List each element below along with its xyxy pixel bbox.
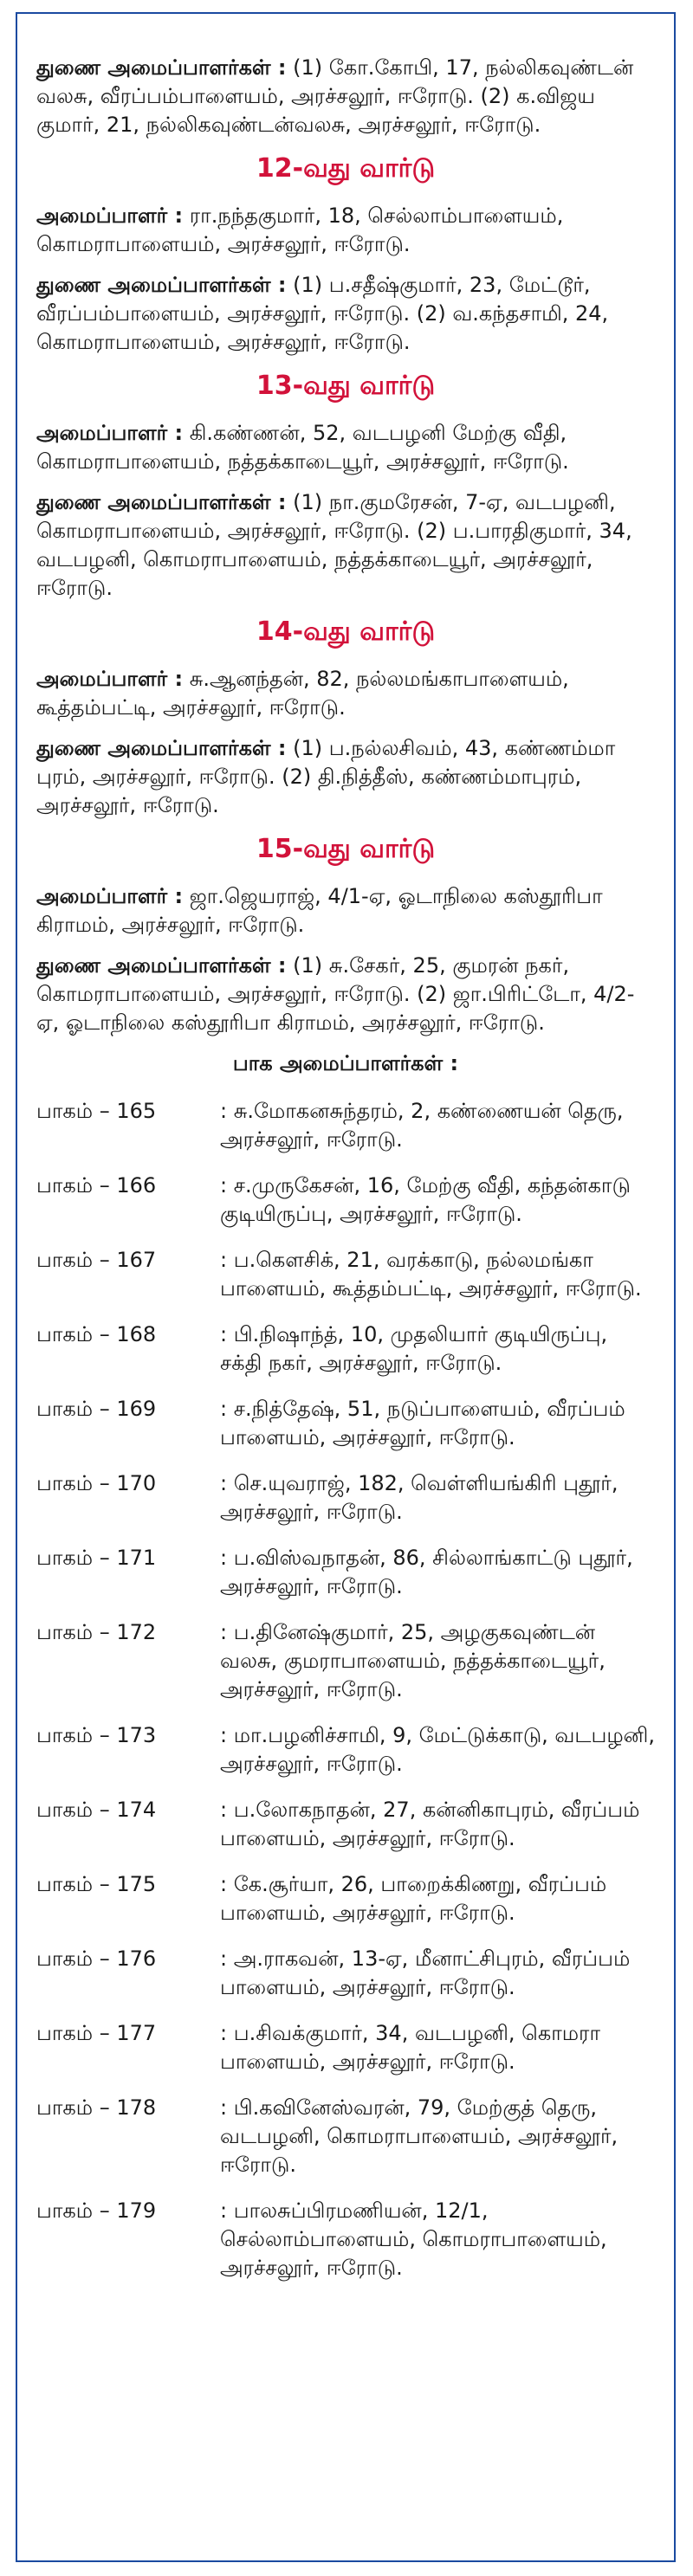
deputy-label: துணை அமைப்பாளர்கள் : <box>36 953 287 978</box>
organizer-paragraph <box>36 882 655 939</box>
deputy-text: (1) ப.நல்லசிவம், 43, கண்ணம்மா புரம், அரச்சலூர், ஈரோடு. (2) தி.நித்தீஸ், கண்ணம்மாபுரம், அரச்சலூர், ஈரோடு. <box>36 736 616 817</box>
organizer-label: அமைப்பாளர் : <box>36 421 184 445</box>
booth-details: : கே.சூர்யா, 26, பாறைக்கிணறு, வீரப்பம் பாளையம், அரச்சலூர், ஈரோடு. <box>220 1872 607 1925</box>
booth-row <box>36 2197 655 2282</box>
organizer-paragraph <box>36 202 655 259</box>
booth-number: பாகம் – 179 <box>36 2198 157 2223</box>
booth-row <box>36 1097 655 1154</box>
booth-details: : பாலசுப்பிரமணியன், 12/1, செல்லாம்பாளையம், கொமராபாளையம், அரச்சலூர், ஈரோடு. <box>220 2198 607 2280</box>
booth-details: : ப.தினேஷ்குமார், 25, அழகுகவுண்டன் வலசு, குமராபாளையம், நத்தக்காடையூர், அரச்சலூர், ஈரோடு. <box>220 1620 606 1701</box>
booth-number: பாகம் – 175 <box>36 1872 157 1896</box>
booth-row <box>36 1618 655 1704</box>
booth-number: பாகம் – 178 <box>36 2095 157 2120</box>
deputy-text: (1) ப.சதீஷ்குமார், 23, மேட்டூர், வீரப்பம்பாளையம், அரச்சலூர், ஈரோடு. (2) வ.கந்தசாமி, 24, கொமராபாளையம், அரச்சலூர், ஈரோடு. <box>36 273 609 354</box>
booth-row <box>36 1796 655 1853</box>
deputy-paragraph <box>36 952 655 1037</box>
booth-details: : பி.கவினேஸ்வரன், 79, மேற்குத் தெரு, வடபழனி, கொமராபாளையம், அரச்சலூர், ஈரோடு. <box>220 2095 619 2177</box>
ward-section-13 <box>36 369 655 603</box>
organizer-paragraph <box>36 419 655 476</box>
deputy-paragraph <box>36 734 655 820</box>
booth-details: : ப.லோகநாதன், 27, கன்னிகாபுரம், வீரப்பம் பாளையம், அரச்சலூர், ஈரோடு. <box>220 1798 640 1850</box>
booth-row <box>36 1395 655 1452</box>
organizer-paragraph <box>36 665 655 722</box>
organizer-text: சு.ஆனந்தன், 82, நல்லமங்காபாளையம், கூத்தம்பட்டி, அரச்சலூர், ஈரோடு. <box>36 667 569 720</box>
booth-row <box>36 1172 655 1229</box>
booth-details: : பி.நிஷாந்த், 10, முதலியார் குடியிருப்பு, சக்தி நகர், அரச்சலூர், ஈரோடு. <box>220 1322 608 1375</box>
booth-details: : ப.கௌசிக், 21, வரக்காடு, நல்லமங்கா பாளையம், கூத்தம்பட்டி, அரச்சலூர், ஈரோடு. <box>220 1248 642 1301</box>
intro-text: (1) கோ.கோபி, 17, நல்லிகவுண்டன் வலசு, வீரப்பம்பாளையம், அரச்சலூர், ஈரோடு. (2) க.விஜய குமார், 21, நல்லிகவுண்டன்வலசு, அரச்சலூர், ஈரோடு. <box>36 55 634 137</box>
deputy-paragraph <box>36 488 655 603</box>
booth-row <box>36 1320 655 1378</box>
booth-details: : ப.விஸ்வநாதன், 86, சில்லாங்காட்டு புதூர், அரச்சலூர், ஈரோடு. <box>220 1546 633 1598</box>
booth-number: பாகம் – 176 <box>36 1947 157 1971</box>
booth-number: பாகம் – 169 <box>36 1397 157 1421</box>
deputy-paragraph <box>36 271 655 357</box>
deputy-label: துணை அமைப்பாளர்கள் : <box>36 736 287 760</box>
document-page <box>16 12 676 2562</box>
organizer-label: அமைப்பாளர் : <box>36 884 184 908</box>
ward-heading: 15-வது வார்டு <box>256 834 436 864</box>
booth-number: பாகம் – 174 <box>36 1798 157 1822</box>
booth-row <box>36 1945 655 2002</box>
deputy-text: (1) சு.சேகர், 25, குமரன் நகர், கொமராபாளையம், அரச்சலூர், ஈரோடு. (2) ஜா.பிரிட்டோ, 4/2-ஏ, ஓடாநிலை கஸ்தூரிபா கிராமம், அரச்சலூர், ஈரோடு. <box>36 953 635 1035</box>
booth-number: பாகம் – 167 <box>36 1248 157 1272</box>
booth-number: பாகம் – 165 <box>36 1099 157 1123</box>
organizer-text: ரா.நந்தகுமார், 18, செல்லாம்பாளையம், கொமராபாளையம், அரச்சலூர், ஈரோடு. <box>36 203 564 256</box>
booth-details: : சு.மோகனசுந்தரம், 2, கண்ணையன் தெரு, அரச்சலூர், ஈரோடு. <box>220 1099 624 1152</box>
booth-row <box>36 1469 655 1527</box>
booth-number: பாகம் – 171 <box>36 1546 157 1570</box>
ward-heading: 13-வது வார்டு <box>256 371 436 401</box>
deputy-label: துணை அமைப்பாளர்கள் : <box>36 273 287 297</box>
deputy-label: துணை அமைப்பாளர்கள் : <box>36 490 287 514</box>
booth-row <box>36 2094 655 2179</box>
booth-organizers-heading: பாக அமைப்பாளர்கள் : <box>232 1051 459 1075</box>
booth-details: : ச.நித்தேஷ், 51, நடுப்பாளையம், வீரப்பம் பாளையம், அரச்சலூர், ஈரோடு. <box>220 1397 625 1449</box>
intro-paragraph <box>36 54 655 139</box>
booth-details: : மா.பழனிச்சாமி, 9, மேட்டுக்காடு, வடபழனி, அரச்சலூர், ஈரோடு. <box>220 1723 655 1776</box>
booth-details: : அ.ராகவன், 13-ஏ, மீனாட்சிபுரம், வீரப்பம் பாளையம், அரச்சலூர், ஈரோடு. <box>220 1947 631 1999</box>
booth-row <box>36 1246 655 1303</box>
booth-number: பாகம் – 177 <box>36 2021 157 2045</box>
booth-row <box>36 1544 655 1601</box>
intro-label: துணை அமைப்பாளர்கள் : <box>36 55 287 80</box>
ward-section-14 <box>36 615 655 820</box>
ward-section-15 <box>36 832 655 1037</box>
organizer-text: கி.கண்ணன், 52, வடபழனி மேற்கு வீதி, கொமராபாளையம், நத்தக்காடையூர், அரச்சலூர், ஈரோடு. <box>36 421 569 474</box>
booth-row <box>36 1870 655 1927</box>
booth-row <box>36 1721 655 1779</box>
booth-details: : செ.யுவராஜ், 182, வெள்ளியங்கிரி புதூர், அரச்சலூர், ஈரோடு. <box>220 1471 619 1524</box>
booth-details: : ச.முருகேசன், 16, மேற்கு வீதி, கந்தன்காடு குடியிருப்பு, அரச்சலூர், ஈரோடு. <box>220 1173 631 1226</box>
ward-heading: 12-வது வார்டு <box>256 153 436 184</box>
ward-heading: 14-வது வார்டு <box>256 617 436 647</box>
organizer-text: ஜா.ஜெயராஜ், 4/1-ஏ, ஓடாநிலை கஸ்தூரிபா கிராமம், அரச்சலூர், ஈரோடு. <box>36 884 603 937</box>
deputy-text: (1) நா.குமரேசன், 7-ஏ, வடபழனி, கொமராபாளையம், அரச்சலூர், ஈரோடு. (2) ப.பாரதிகுமார், 34, வடபழனி, கொமராபாளையம், நத்தக்காடையூர், அரச்சலூர், ஈரோடு. <box>36 490 632 600</box>
organizer-label: அமைப்பாளர் : <box>36 667 184 691</box>
booth-number: பாகம் – 168 <box>36 1322 157 1346</box>
booth-number: பாகம் – 173 <box>36 1723 157 1747</box>
ward-section-12 <box>36 152 655 357</box>
booth-number: பாகம் – 170 <box>36 1471 157 1495</box>
organizer-label: அமைப்பாளர் : <box>36 203 184 228</box>
booth-row <box>36 2019 655 2076</box>
booth-number: பாகம் – 172 <box>36 1620 157 1644</box>
booth-number: பாகம் – 166 <box>36 1173 157 1198</box>
booth-list <box>36 1097 655 2282</box>
booth-details: : ப.சிவக்குமார், 34, வடபழனி, கொமரா பாளையம், அரச்சலூர், ஈரோடு. <box>220 2021 600 2074</box>
